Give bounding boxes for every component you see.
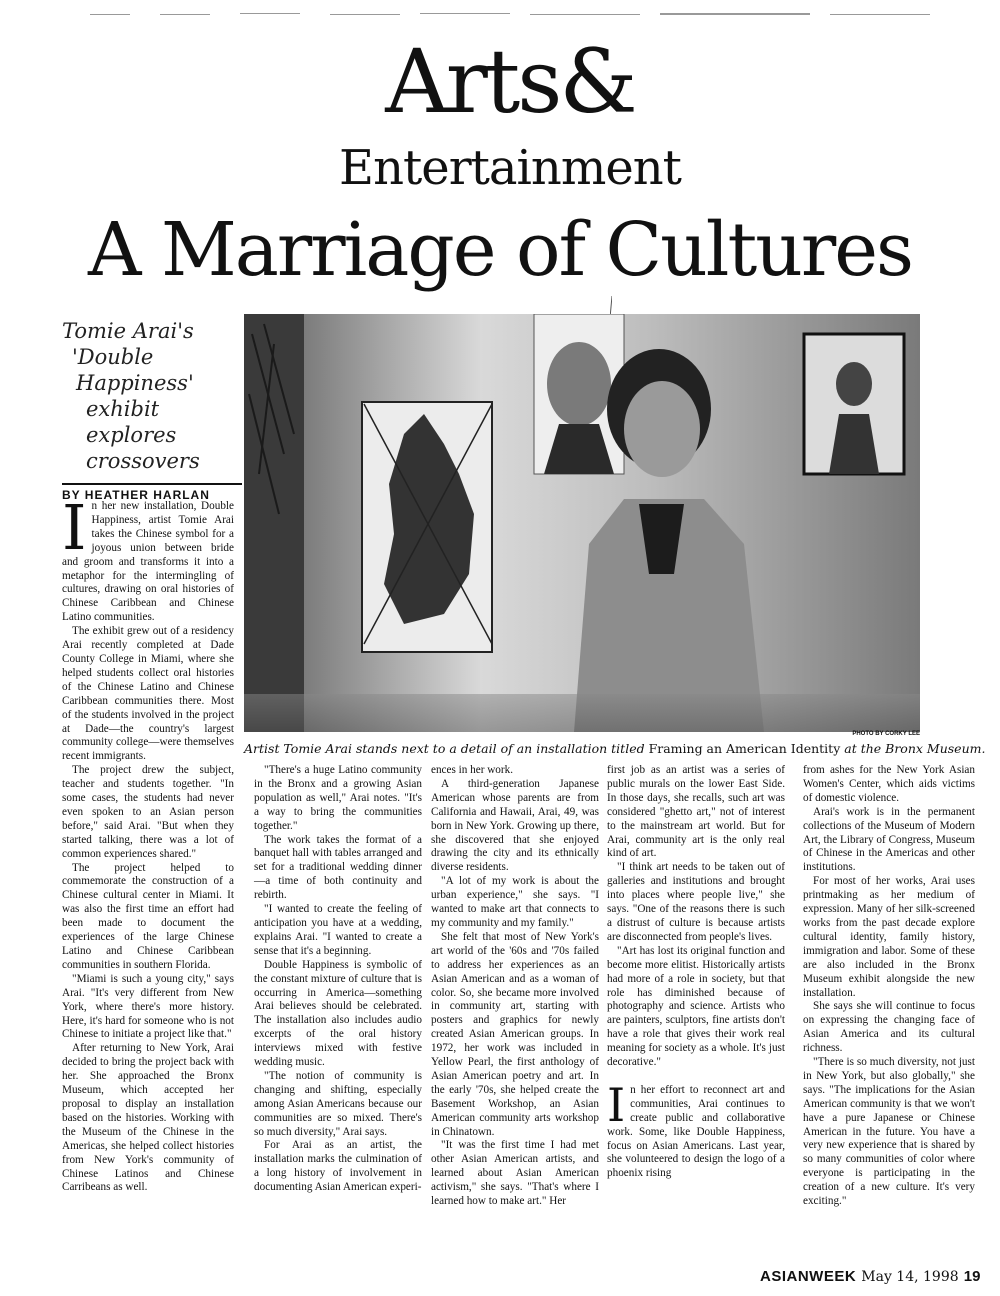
paragraph: "A lot of my work is about the urban experience," she says. "I wanted to make art that connects to my community and my family." xyxy=(431,875,599,929)
caption-tail: at the Bronx Museum. xyxy=(844,741,986,756)
paragraph: Double Happiness is symbolic of the constant mixture of culture that is occurring in America—something Arai believes should be celebrated. The installation also includes audio excerpts of the oral history interviews mixed with festive wedding music. xyxy=(254,958,422,1069)
paragraph: "It was the first time I had met other Asian American artists, and learned about Asian American activism," she says. "That's where I learned how to make art." Her xyxy=(431,1139,599,1208)
section-kicker-arts: Arts& xyxy=(385,30,635,133)
scan-speckles xyxy=(90,8,950,20)
drop-cap: I xyxy=(62,491,87,564)
photo-illustration xyxy=(244,314,920,732)
paragraph: "Miami is such a young city," says Arai. "It's very different from New York, where there's more history. Here, it's hard for someone who is not Chinese to initiate a project like that." xyxy=(62,972,234,1041)
page-number: 19 xyxy=(963,1268,981,1285)
publication-name: ASIANWEEK xyxy=(760,1268,857,1285)
paragraph: "I think art needs to be taken out of galleries and institutions and brought into places where people live," she says. "One of the reasons there is such a distrust of culture is because artists are disconnected from people's lives. xyxy=(607,861,785,943)
paragraph: first job as an artist was a series of public murals on the lower East Side. In those days, she recalls, such art was considered "ghetto art," not of interest to the mainstream art world. But for Arai, community art is the only real kind of art. xyxy=(607,764,785,860)
paragraph: The project helped to commemorate the construction of a Chinese cultural center in Miami. It was also the first time an effort had been made to document the experiences of the large Chinese Latino and Chinese Caribbean communities in southern Florida. xyxy=(62,861,234,971)
section-kicker-entertainment: Entertainment xyxy=(339,140,681,196)
paragraph: For most of her works, Arai uses printmaking as her medium of expression. Many of her silk-screened works from the past decade explore cultural identity, family history, immigration and labor. Some of these are also included in the Bronx Museum exhibit alongside the new installation. xyxy=(803,875,975,999)
drop-cap: I xyxy=(607,1077,626,1132)
paragraph: ences in her work. xyxy=(431,764,514,776)
article-photo xyxy=(244,314,920,732)
paragraph-text: n her effort to reconnect art and communities, Arai continues to create public and collaborative work. Some, like Double Happiness, focus on Asian Americans. Last year, she volunteered to design the logo of a phoenix rising xyxy=(607,1083,785,1180)
issue-date: May 14, 1998 xyxy=(861,1269,959,1285)
page-footer xyxy=(760,1266,981,1285)
paragraph: The exhibit grew out of a residency Arai recently completed at Dade County College in Miami, where she helped students collect oral histories of the Chinese Latino and Chinese Caribbean communities there. Most of the students involved in the project at Dade—the country's largest community college—were themselves recent immigrants. xyxy=(62,625,234,763)
byline: BY HEATHER HARLAN xyxy=(62,483,242,502)
paragraph: Arai's work is in the permanent collections of the Museum of Modern Art, the Library of Congress, Museum of Chinese in the Americas and other institutions. xyxy=(803,805,975,874)
paragraph: "I wanted to create the feeling of anticipation you have at a wedding, explains Arai. "I wanted to create a sense that it's a beginning. xyxy=(254,903,422,957)
deck-line: crossovers xyxy=(86,449,200,473)
paragraph: She felt that most of New York's art world of the '60s and '70s failed to address her experiences as an Asian American and as a woman of color. So, she became more involved in community art, starting with posters and graphics for newly created Asian American groups. In 1972, her work was included in Yellow Pearl, the first anthology of Asian American poetry and art. In the early '70s, she helped create the Basement Workshop, an Asian American community arts workshop in Chinatown. xyxy=(431,930,599,1138)
article-column-2 xyxy=(254,764,422,1195)
photo-caption xyxy=(244,741,986,757)
paragraph: "Art has lost its original function and become more elitist. Historically artists had more of a role in society, but that role has diminished because of photography and science. Artists who are painters, sculptors, fine artists don't have a role that gives their work real meaning for society as a whole. It's just decorative." xyxy=(607,944,785,1069)
deck-line: exhibit xyxy=(86,397,160,421)
caption-italic: Artist Tomie Arai stands next to a detail of an installation titled xyxy=(244,741,645,756)
paragraph xyxy=(607,1077,785,1181)
article-column-4 xyxy=(607,764,785,1181)
article-headline: A Marriage of Cultures xyxy=(87,207,913,293)
paragraph: She says she will continue to focus on expressing the changing face of Asian America and its cultural richness. xyxy=(803,1000,975,1055)
paragraph: The work takes the format of a banquet hall with tables arranged and set for a traditional wedding dinner—a time of both continuity and rebirth. xyxy=(254,833,422,902)
deck-line: explores xyxy=(86,423,177,447)
paragraph: For Arai as an artist, the installation marks the culmination of a long history of involvement in documenting Asian American experi- xyxy=(254,1139,422,1194)
paragraph: "There is so much diversity, not just in New York, but also globally," she says. "The implications for the Asian American community is that we won't have a pure Japanese or Chinese American in the future. You have a very new experience that is shared by so many communities of color where everyone is participating in the creation of a new culture. It's very exciting." xyxy=(803,1056,975,1208)
paragraph-text: n her new installation, Double Happiness, artist Tomie Arai takes the Chinese symbol for a joyous union between bride and groom and transforms it into a metaphor for the intermingling of cultures, drawing on oral histories of Chinese Caribbean and Chinese Latino communities. xyxy=(62,500,234,624)
article-deck xyxy=(62,318,232,474)
article-column-3 xyxy=(431,764,599,1209)
paragraph: "There's a huge Latino community in the Bronx and a growing Asian population as well," Arai notes. "It's a way to bring the communities together." xyxy=(254,764,422,832)
paragraph: from ashes for the New York Asian Women's Center, which aids victims of domestic violence. xyxy=(803,764,975,804)
deck-line: 'Double xyxy=(72,345,154,369)
article-column-5 xyxy=(803,764,975,1209)
deck-line: Tomie Arai's xyxy=(62,319,194,343)
paragraph: The project drew the subject, teacher and students together. "In some cases, the students had never even spoken to an Asian person before," said Arai. "But when they started talking, there was a lot of common experiences shared." xyxy=(62,764,234,860)
paragraph: After returning to New York, Arai decided to bring the project back with her. She approached the Bronx Museum, which accepted her proposal to display an installation based on the histories. Working with the Museum of the Chinese in the Americas, she helped collect histories from New York's community of Chinese Latinos and Chinese Carribeans as well. xyxy=(62,1042,234,1194)
deck-line: Happiness' xyxy=(76,371,194,395)
paragraph: A third-generation Japanese American whose parents are from California and Hawaii, Arai, 49, was born in New York. Growing up there, she discovered that she enjoyed drawing the city and its ethnically diverse residents. xyxy=(431,777,599,874)
photo-credit: PHOTO BY CORKY LEE xyxy=(852,731,920,737)
caption-title: Framing an American Identity xyxy=(648,741,841,756)
paragraph: "The notion of community is changing and shifting, especially among Asian Americans because our communities are so mixed. There's so much diversity," Arai says. xyxy=(254,1069,422,1138)
